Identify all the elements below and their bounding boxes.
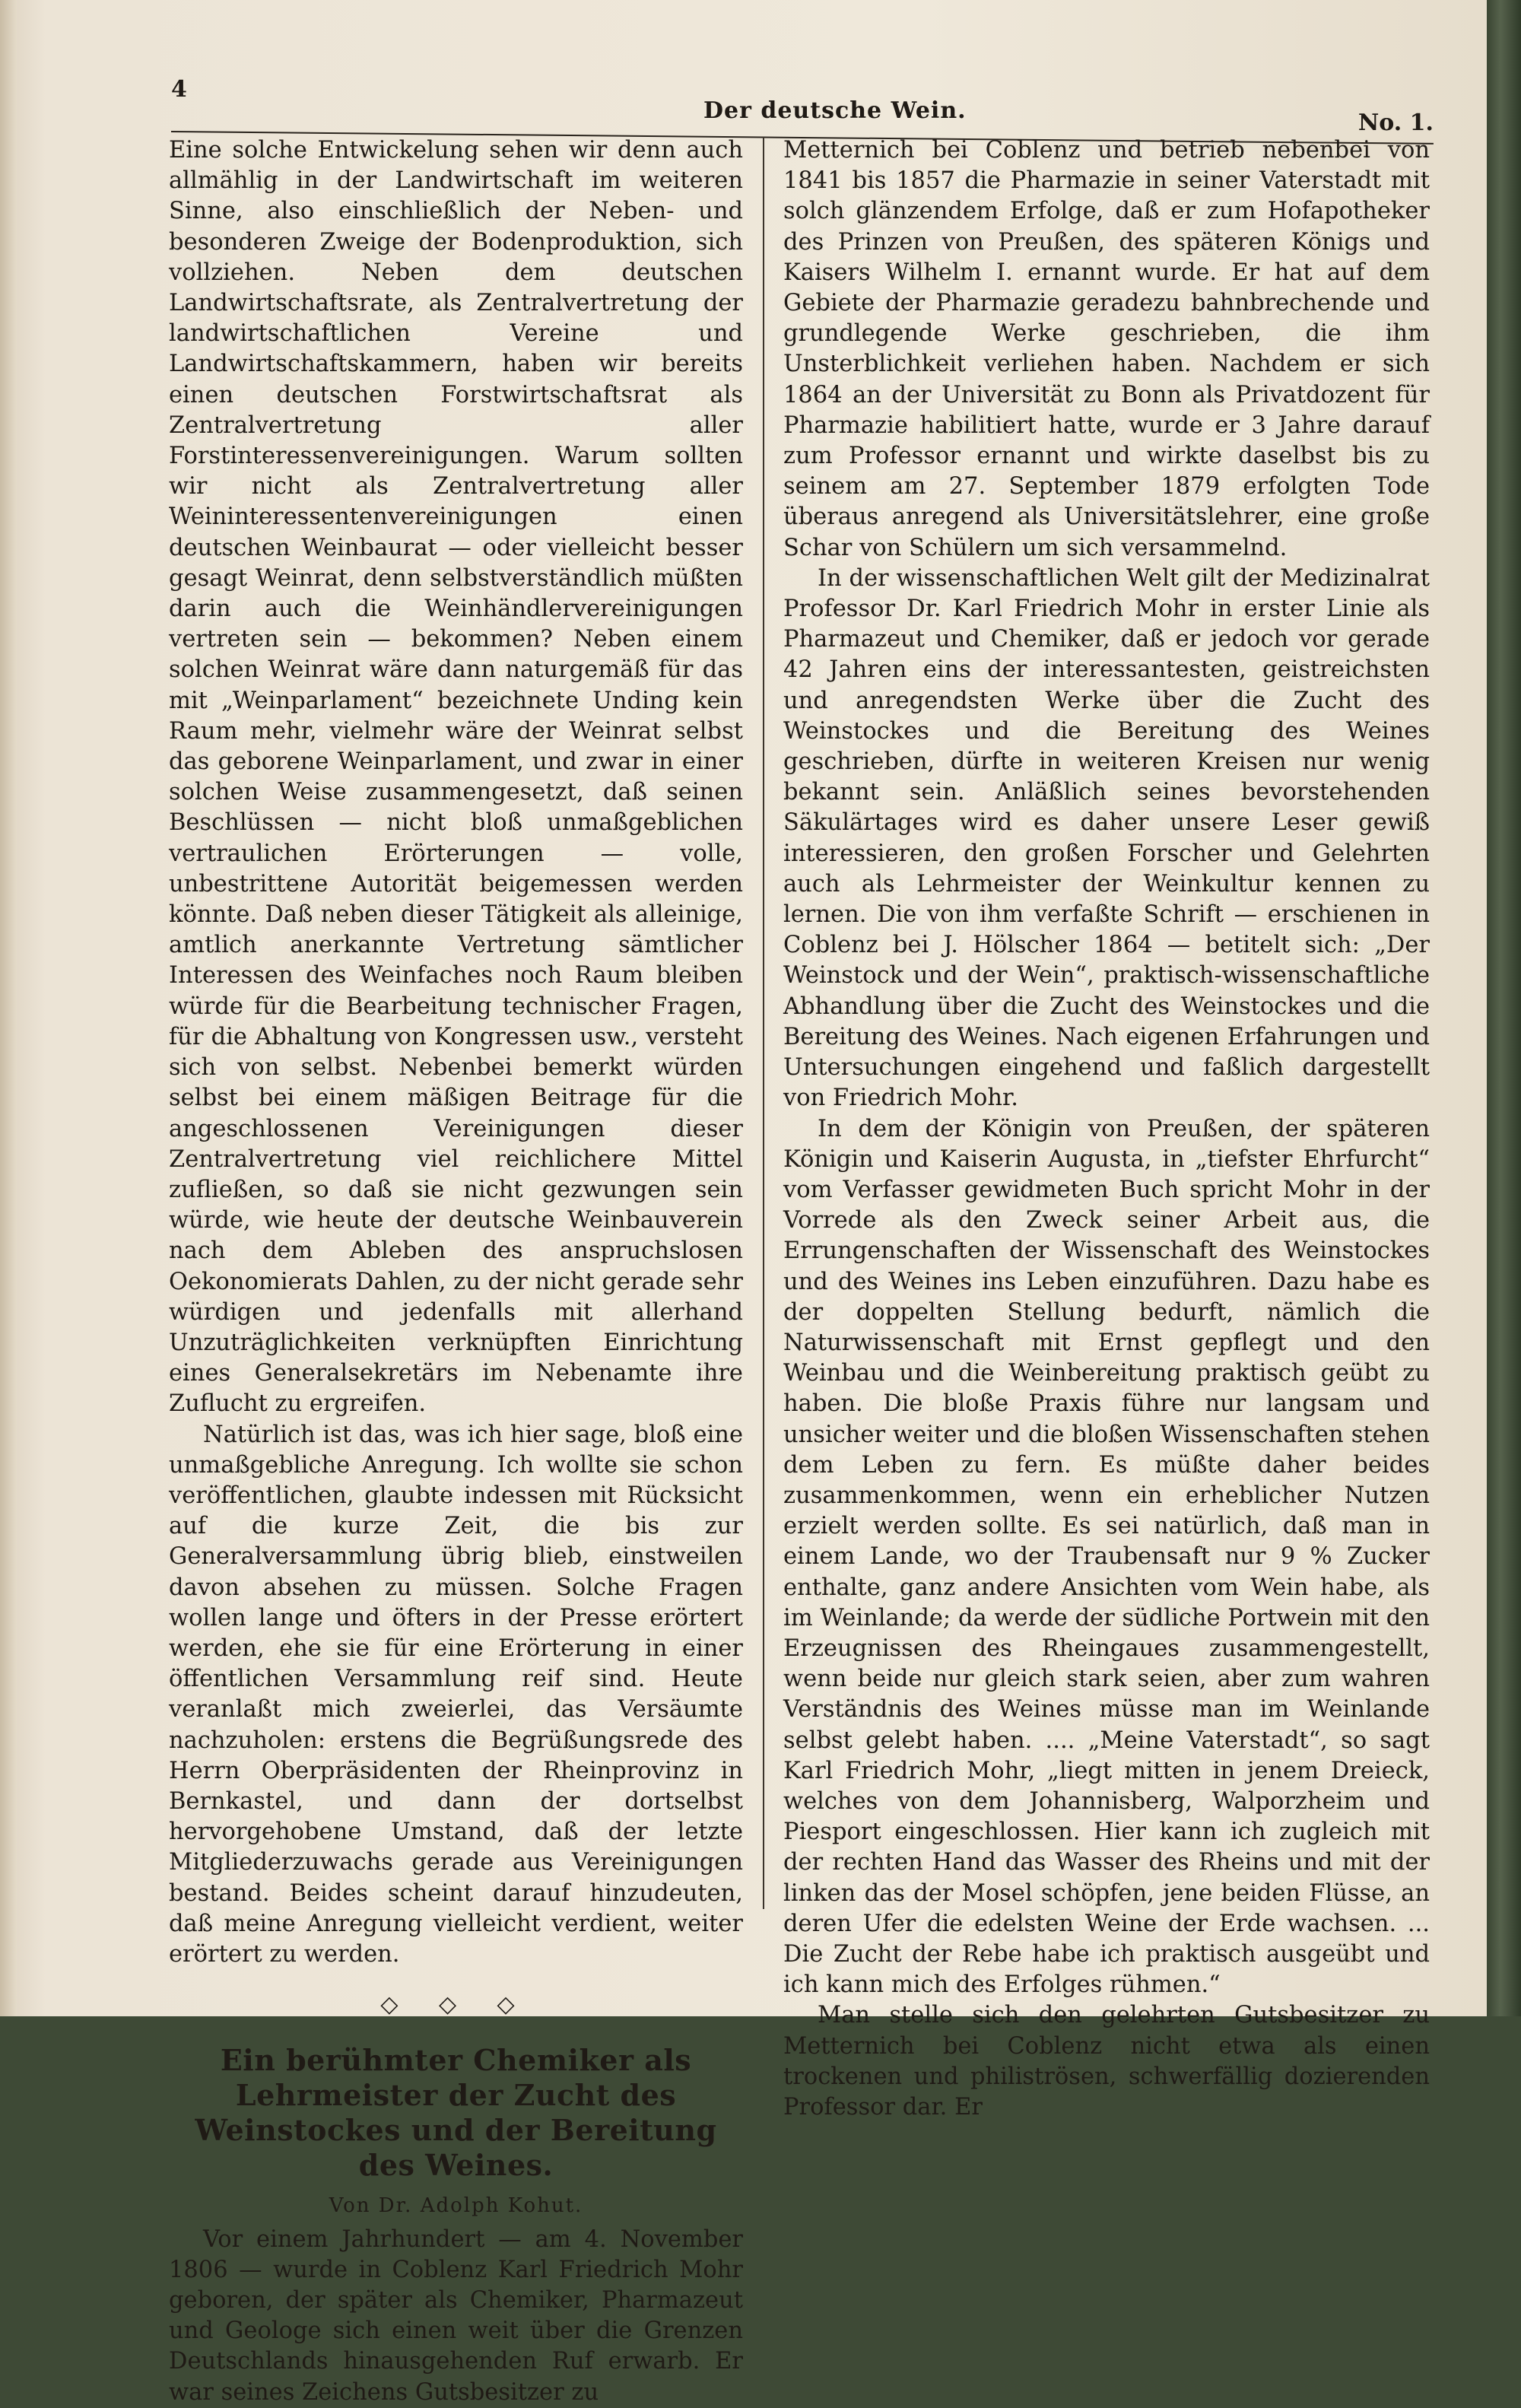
right-paragraph-2: In der wissenschaftlichen Welt gilt der Medizinalrat Professor Dr. Karl Friedrich Mohr in erster Linie als Pharmazeut und Chemiker, daß er jedoch vor gerade 42 Jahren eins der interessantesten, geistreichsten und anregendsten Werke über die Zucht des Weinstockes und die Bereitung des Weines geschrieben, dürfte in weiteren Kreisen nur wenig bekannt sein. Anläßlich seines bevorstehenden Säkulärtages wird es daher unsere Leser gewiß interessieren, den großen Forscher und Gelehrten auch als Lehrmeister der Weinkultur kennen zu lernen. Die von ihm verfaßte Schrift — erschienen in Coblenz bei J. Hölscher 1864 — betitelt sich: „Der Weinstock und der Wein“, praktisch-wissenschaftliche Abhandlung über die Zucht des Weinstockes und die Bereitung des Weines. Nach eigenen Erfahrungen und Untersuchungen eingehend und faßlich dargestellt von Friedrich Mohr.	[783, 564, 1430, 1112]
article-paragraph-1: Vor einem Jahrhundert — am 4. November 1806 — wurde in Coblenz Karl Friedrich Mohr geboren, der später als Chemiker, Pharmazeut und Geologe sich einen weit über die Grenzen Deutschlands hinausgehenden Ruf erwarb. Er war seines Zeichens Gutsbesitzer zu	[169, 2225, 743, 2406]
journal-title: Der deutsche Wein.	[703, 97, 967, 124]
article-title: Ein berühmter Chemiker als Lehrmeister der Zucht des Weinstockes und der Bereitung des Weines.	[195, 2043, 717, 2183]
page-gutter-shadow	[0, 0, 17, 2016]
section-ornament: ◇ ◇ ◇	[380, 1991, 532, 2019]
right-paragraph-4: Man stelle sich den gelehrten Gutsbesitzer zu Metternich bei Coblenz nicht etwa als einen trockenen und philiströsen, schwerfällig dozierenden Professor dar. Er	[783, 2002, 1430, 2121]
right-paragraph-3: In dem der Königin von Preußen, der späteren Königin und Kaiserin Augusta, in „tiefster Ehrfurcht“ vom Verfasser gewidmeten Buch spricht Mohr in der Vorrede als den Zweck seiner Arbeit aus, die Errungenschaften der Wissenschaft des Weinstockes und des Weines ins Leben einzuführen. Dazu habe es der doppelten Stellung bedurft, nämlich die Naturwissenschaft mit Ernst gepflegt und den Weinbau und die Weinbereitung praktisch geübt zu haben. Die bloße Praxis führe nur langsam und unsicher weiter und die bloßen Wissenschaften stehen dem Leben zu fern. Es müßte daher beides zusammenkommen, wenn ein erheblicher Nutzen erzielt werden sollte. Es sei natürlich, daß man in einem Lande, wo der Traubensaft nur 9 % Zucker enthalte, ganz andere Ansichten vom Wein habe, als im Weinlande; da werde der südliche Portwein mit den Erzeugnissen des Rheingaues zusammengestellt, wenn beide nur gleich stark seien, aber zum wahren Verständnis des Weines müsse man im Weinlande selbst gelebt haben. .... „Meine Vaterstadt“, so sagt Karl Friedrich Mohr, „liegt mitten in jenem Dreieck, welches von dem Johannisberg, Walporzheim und Piesport eingeschlossen. Hier kann ich zugleich mit der rechten Hand das Wasser des Rheins und mit der linken das der Mosel schöpfen, jene beiden Flüsse, an deren Ufer die edelsten Weine der Erde wachsen. ... Die Zucht der Rebe habe ich praktisch ausgeübt und ich kann mich des Erfolges rühmen.“	[783, 1115, 1430, 1999]
running-head	[171, 76, 1434, 136]
page-number: 4	[171, 76, 187, 103]
right-paragraph-1: Metternich bei Coblenz und betrieb nebenbei von 1841 bis 1857 die Pharmazie in seiner Vaterstadt mit solch glänzendem Erfolge, daß er zum Hofapotheker des Prinzen von Preußen, des späteren Königs und Kaisers Wilhelm I. ernannt wurde. Er hat auf dem Gebiete der Pharmazie geradezu bahnbrechende und grundlegende Werke geschrieben, die ihm Unsterblichkeit verliehen haben. Nachdem er sich 1864 an der Universität zu Bonn als Privatdozent für Pharmazie habilitiert hatte, wurde er 3 Jahre darauf zum Professor ernannt und wirkte daselbst bis zu seinem am 27. September 1879 erfolgten Tode überaus anregend als Universitätslehrer, eine große Schar von Schülern um sich versammelnd.	[783, 137, 1430, 561]
binding-edge	[1487, 0, 1521, 2016]
right-column	[783, 135, 1430, 2123]
column-divider	[763, 137, 764, 1909]
left-column	[169, 135, 743, 2408]
issue-number: No. 1.	[1357, 110, 1434, 136]
left-paragraph-2: Natürlich ist das, was ich hier sage, bloß eine unmaßgebliche Anregung. Ich wollte sie schon veröffentlichen, glaubte indessen mit Rücksicht auf die kurze Zeit, die bis zur Generalversammlung übrig blieb, einstweilen davon absehen zu müssen. Solche Fragen wollen lange und öfters in der Presse erörtert werden, ehe sie für eine Erörterung in einer öffentlichen Versammlung reif sind. Heute veranlaßt mich zweierlei, das Versäumte nachzuholen: erstens die Begrüßungsrede des Herrn Oberpräsidenten der Rheinprovinz in Bernkastel, und dann der dortselbst hervorgehobene Umstand, daß der letzte Mitgliederzuwachs gerade aus Vereinigungen bestand. Beides scheint darauf hinzudeuten, daß meine Anregung vielleicht verdient, weiter erörtert zu werden.	[169, 1421, 743, 1968]
article-byline: Von Dr. Adolph Kohut.	[329, 2194, 583, 2218]
left-paragraph-1: Eine solche Entwickelung sehen wir denn auch allmählig in der Landwirtschaft im weiteren Sinne, also einschließlich der Neben- und besonderen Zweige der Bodenproduktion, sich vollziehen. Neben dem deutschen Landwirtschaftsrate, als Zentralvertretung der landwirtschaftlichen Vereine und Landwirtschaftskammern, haben wir bereits einen deutschen Forstwirtschaftsrat als Zentralvertretung aller Forstinteressenvereinigungen. Warum sollten wir nicht als Zentralvertretung aller Weininteressentenvereinigungen einen deutschen Weinbaurat — oder vielleicht besser gesagt Weinrat, denn selbstverständlich müßten darin auch die Weinhändlervereinigungen vertreten sein — bekommen? Neben einem solchen Weinrat wäre dann naturgemäß für das mit „Weinparlament“ bezeichnete Unding kein Raum mehr, vielmehr wäre der Weinrat selbst das geborene Weinparlament, und zwar in einer solchen Weise zusammengesetzt, daß seinen Beschlüssen — nicht bloß unmaßgeblichen vertraulichen Erörterungen — volle, unbestrittene Autorität beigemessen werden könnte. Daß neben dieser Tätigkeit als alleinige, amtlich anerkannte Vertretung sämtlicher Interessen des Weinfaches noch Raum bleiben würde für die Bearbeitung technischer Fragen, für die Abhaltung von Kongressen usw., versteht sich von selbst. Nebenbei bemerkt würden selbst bei einem mäßigen Beitrage für die angeschlossenen Vereinigungen dieser Zentralvertretung viel reichlichere Mittel zufließen, so daß sie nicht gezwungen sein würde, wie heute der deutsche Weinbauverein nach dem Ableben des anspruchslosen Oekonomierats Dahlen, zu der nicht gerade sehr würdigen und jedenfalls mit allerhand Unzuträglichkeiten verknüpften Einrichtung eines Generalsekretärs im Nebenamte ihre Zuflucht zu ergreifen.	[169, 137, 743, 1418]
